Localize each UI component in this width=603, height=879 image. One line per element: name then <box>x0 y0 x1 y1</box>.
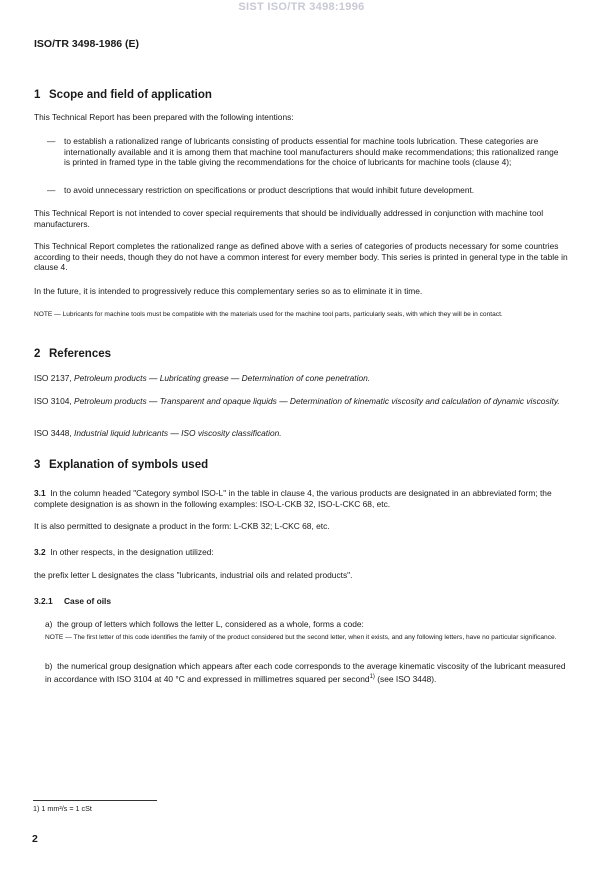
footnote-ref: 1) <box>369 673 375 680</box>
subclause-3-2 <box>34 547 568 558</box>
dash-marker: — <box>47 136 56 146</box>
section-2-title: References <box>49 348 112 360</box>
section-3-number: 3 <box>34 459 41 471</box>
reference-1-code: ISO 2137, <box>34 373 72 383</box>
list-item-a-label: a) <box>45 619 53 629</box>
scope-note: NOTE — Lubricants for machine tools must be compatible with the materials used for the machine tool parts, particularly seals, with which they will be in contact. <box>34 311 503 318</box>
subclause-3-1-number: 3.1 <box>34 488 46 498</box>
list-item-b <box>45 661 568 684</box>
reference-3-code: ISO 3448, <box>34 428 72 438</box>
subclause-3-1 <box>34 488 568 509</box>
section-3-title: Explanation of symbols used <box>49 459 209 471</box>
scope-bullet-2-text: to avoid unnecessary restriction on specifications or product descriptions that would inhibit future development. <box>64 185 475 195</box>
section-2-number: 2 <box>34 348 41 360</box>
reference-2-code: ISO 3104, <box>34 396 72 406</box>
section-1-title: Scope and field of application <box>49 89 212 101</box>
reference-1-title: Petroleum products — Lubricating grease — Determination of cone penetration. <box>74 373 371 383</box>
subclause-3-1-text: In the column headed "Category symbol ISO-L" in the table in clause 4, the various products are designated in an abbreviated form; the complete designation is as shown in the following examples: ISO-L-CKB 32, ISO-L-CKC 68, etc. <box>34 488 552 509</box>
scope-bullet-1-text: to establish a rationalized range of lubricants consisting of products essential for machine tools lubrication. These categories are internationally available and it is among them that machine tool manufacturers should make recommendations; this rationalized range is printed in framed type in the table giving the recommendations for the choice of lubricants for machine tools (clause 4); <box>64 136 559 167</box>
document-id: ISO/TR 3498-1986 (E) <box>34 38 140 50</box>
footnote-rule <box>33 800 157 801</box>
page-number: 2 <box>32 833 38 845</box>
dash-marker: — <box>47 185 56 195</box>
scope-para-3: In the future, it is intended to progressively reduce this complementary series so as to eliminate it in time. <box>34 286 423 296</box>
section-3-heading <box>34 459 208 471</box>
section-2-heading <box>34 348 111 360</box>
list-item-b-text: the numerical group designation which appears after each code corresponds to the average kinematic viscosity of the lubricant measured in accordance with ISO 3104 at 40 °C and expressed in millimetres squared per second <box>45 661 566 684</box>
subclause-3-2-text: In other respects, in the designation utilized: <box>50 547 214 557</box>
subclause-3-2-number: 3.2 <box>34 547 46 557</box>
scope-intro: This Technical Report has been prepared with the following intentions: <box>34 112 294 122</box>
list-item-b-label: b) <box>45 661 53 671</box>
scope-bullet-2 <box>47 185 566 196</box>
reference-2-title: Petroleum products — Transparent and opaque liquids — Determination of kinematic viscosity and calculation of dynamic viscosity. <box>74 396 560 406</box>
watermark: SIST ISO/TR 3498:1996 <box>238 1 365 13</box>
scope-bullet-1 <box>47 136 566 168</box>
list-item-b-end: (see ISO 3448). <box>377 673 437 684</box>
subclause-3-2-1-number: 3.2.1 <box>34 596 53 606</box>
scope-para-1: This Technical Report is not intended to cover special requirements that should be individually addressed in conjunction with machine tool manufacturers. <box>34 208 544 229</box>
list-item-a-note: NOTE — The first letter of this code identifies the family of the product considered but the second letter, when it exists, and any following letters, have no particular significance. <box>45 634 557 641</box>
subclause-3-2-para: the prefix letter L designates the class "lubricants, industrial oils and related products". <box>34 570 353 580</box>
section-1-heading <box>34 89 212 101</box>
list-item-a <box>45 619 568 630</box>
reference-1 <box>34 373 568 384</box>
section-1-number: 1 <box>34 89 41 101</box>
reference-3 <box>34 428 568 439</box>
reference-3-title: Industrial liquid lubricants — ISO viscosity classification. <box>74 428 282 438</box>
scope-para-2: This Technical Report completes the rationalized range as defined above with a series of categories of products necessary for some countries according to their needs, though they do not have a common interest for every member body. This series is printed in general type in the table in clause 4. <box>34 241 568 272</box>
subclause-3-2-1-title: Case of oils <box>64 596 112 606</box>
subclause-3-2-1-heading <box>34 596 111 606</box>
reference-2 <box>34 396 568 407</box>
subclause-3-1-para: It is also permitted to designate a product in the form: L-CKB 32; L-CKC 68, etc. <box>34 521 330 531</box>
list-item-a-text: the group of letters which follows the letter L, considered as a whole, forms a code: <box>57 619 364 629</box>
footnote: 1) 1 mm²/s = 1 cSt <box>33 804 92 813</box>
